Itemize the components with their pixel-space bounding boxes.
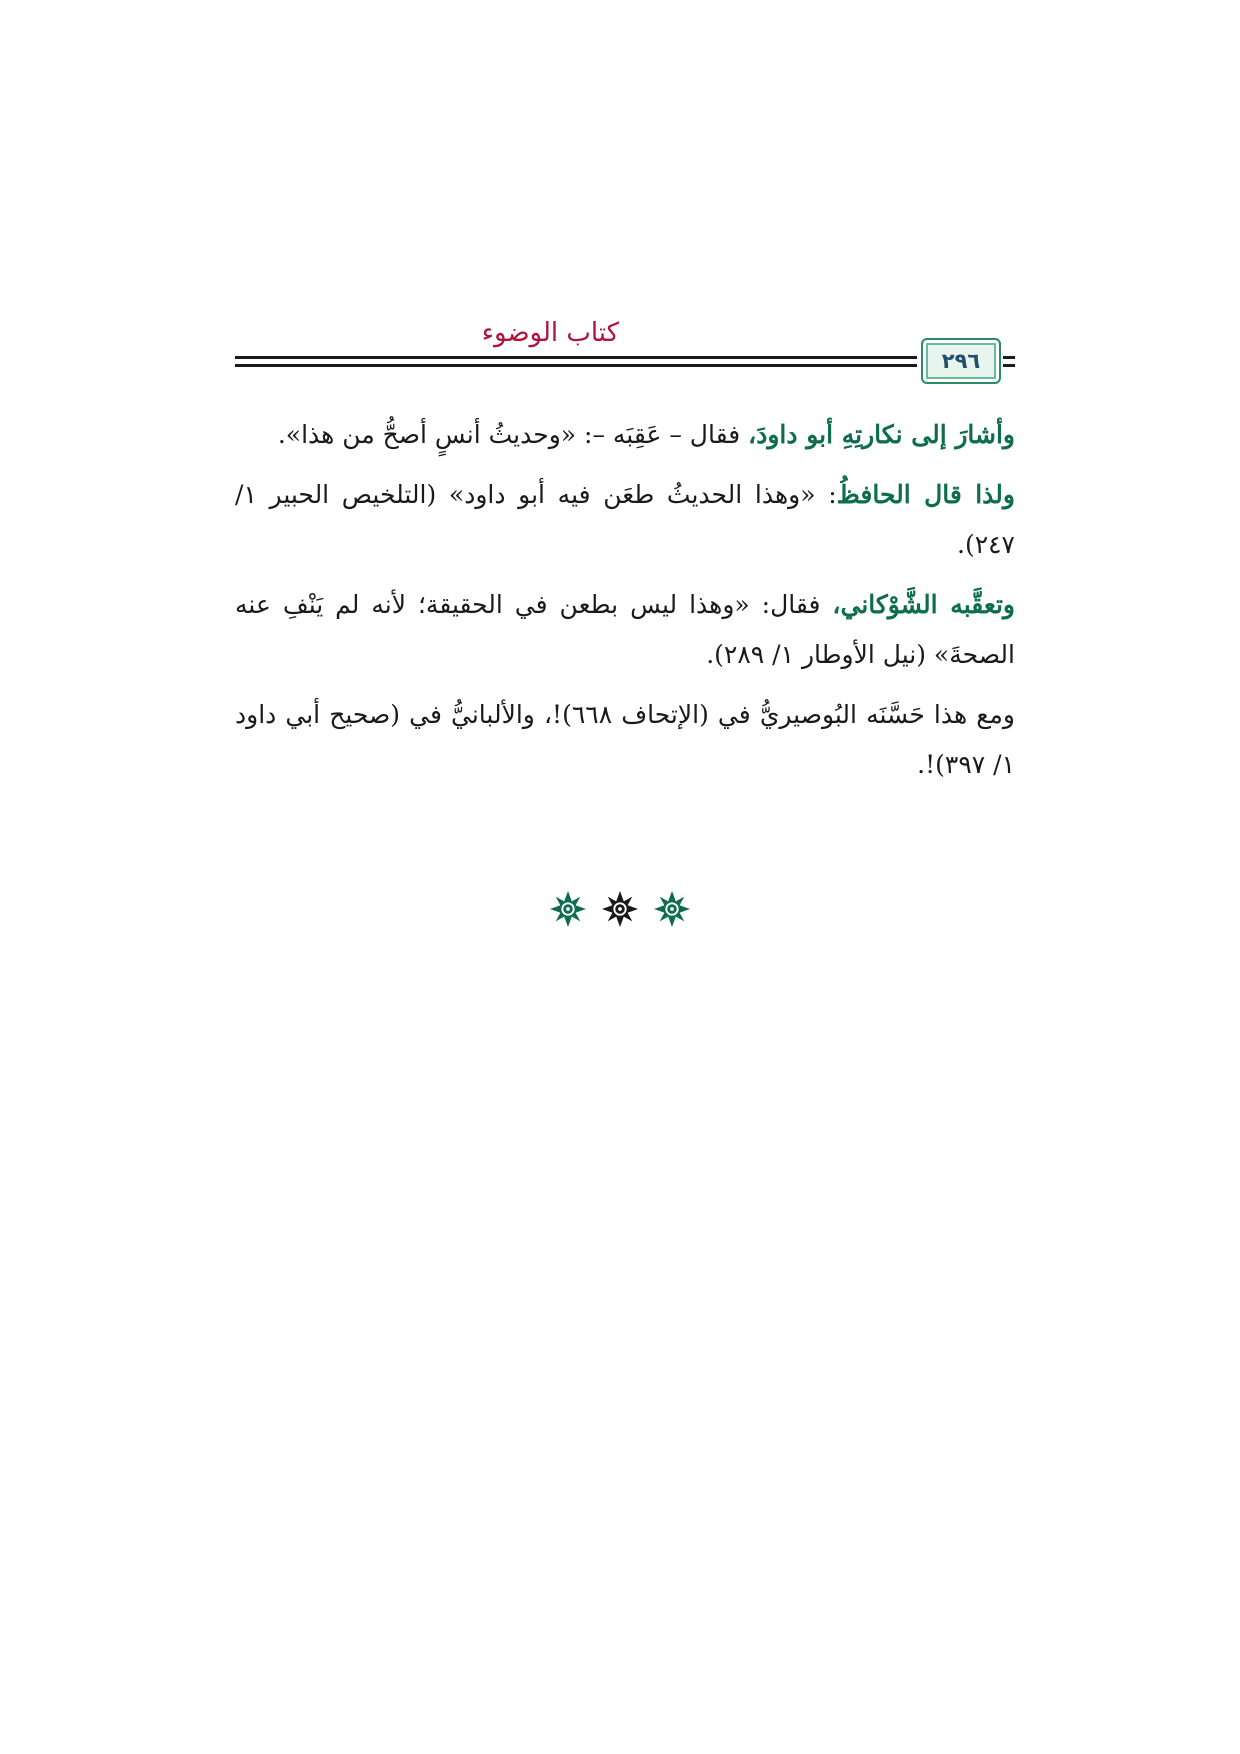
paragraph-highlight: وأشارَ إلى نكارتِهِ أبو داودَ،: [748, 420, 1015, 449]
paragraph: [235, 410, 1015, 460]
page-body: [235, 410, 1015, 800]
header-rule-end-bottom: [1003, 364, 1015, 367]
page-number-badge: [921, 338, 1001, 384]
floral-star-icon: [549, 890, 587, 928]
paragraph: [235, 470, 1015, 570]
paragraph-text: فقال: «وهذا ليس بطعن في الحقيقة؛ لأنه لم يَنْفِ عنه الصحةَ» (نيل الأوطار ١/ ٢٨٩).: [235, 590, 1015, 669]
paragraph: [235, 580, 1015, 680]
page-header: [235, 318, 1015, 390]
paragraph-text: : «وهذا الحديثُ طعَن فيه أبو داود» (التلخيص الحبير ١/ ٢٤٧).: [235, 480, 1015, 559]
page-number: ٢٩٦: [941, 349, 981, 373]
header-rule-end-top: [1003, 356, 1015, 359]
book-title: كتاب الوضوء: [481, 318, 619, 348]
header-rule-top: [235, 356, 917, 359]
floral-star-icon: [653, 890, 691, 928]
paragraph-highlight: وتعقَّبه الشَّوْكاني،: [832, 590, 1015, 619]
floral-star-icon: [601, 890, 639, 928]
section-divider-ornaments: [0, 890, 1240, 928]
paragraph-highlight: ولذا قال الحافظُ: [836, 480, 1015, 509]
paragraph: [235, 690, 1015, 790]
paragraph-text: فقال – عَقِبَه –: «وحديثُ أنسٍ أصحُّ من هذا».: [277, 420, 749, 449]
paragraph-text: ومع هذا حَسَّنَه البُوصيريُّ في (الإتحاف ٦٦٨)!، والألبانيُّ في (صحيح أبي داود ١/ ٣٩٧)!.: [235, 700, 1015, 779]
header-rule-bottom: [235, 364, 917, 367]
